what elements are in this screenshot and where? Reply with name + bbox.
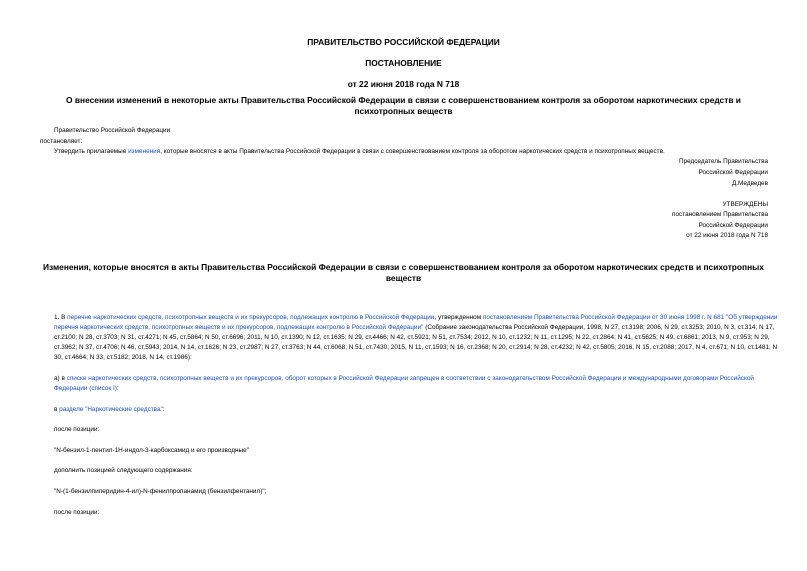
narcotics-list-link[interactable]: перечне наркотических средств, психотропных веществ и их прекурсоров, подлежащих контролю в Российской Федерации (67, 314, 435, 321)
approved-country: Российской Федерации (698, 222, 768, 229)
approve-text-pre: Утвердить прилагаемые (54, 148, 129, 155)
government-heading: ПРАВИТЕЛЬСТВО РОССИЙСКОЙ ФЕДЕРАЦИИ (307, 37, 500, 47)
item-1-mid: , утвержденном (434, 314, 483, 321)
document-title: О внесении изменений в некоторые акты Правительства Российской Федерации в связи с совершенствованием контроля за оборотом наркотических средств и психотропных веществ (66, 95, 741, 116)
item-a-pre: а) в (54, 375, 67, 382)
preamble-government: Правительство Российской Федерации (54, 127, 171, 134)
after-position-1: после позиции: (54, 426, 100, 433)
signature-country: Российской Федерации (698, 169, 768, 176)
approved-date: от 22 июня 2018 года N 718 (686, 232, 768, 239)
approved-by: постановлением Правительства (672, 211, 768, 218)
quoted-position-2: "N-(1-бензилпиперидин-4-ил)-N-фенилпропанамид (бензилфентанил)"; (54, 488, 267, 495)
supplement-line: дополнить позицией следующего содержания: (54, 467, 193, 474)
section-paragraph (40, 405, 780, 415)
item-1-citations: (Собрание законодательства Российской Федерации, 1998, N 27, ст.3198; 2006, N 29, ст.3253; 2010, N 3, ст.314; N 17, ст.2100; N 28, ст.3703; N 31, ст.4271; N 45, ст.5864; N 50, ст.6696; 2011, N 10, ст.1390; N 12, ст.1635; N 29, ст.4466; N 42, ст.5921; N 51, ст.7534; 2012, N 10, ст.1232; N 11, ст.1295; N 22, ст.2864; N 41, ст.5625; N 49, ст.6861; 2013, N 9, ст.953; N 29, ст.3962; N 37, ст.4706; N 46, ст.5943; 2014, N 14, ст.1626; N 23, ст.2987; N 27, ст.3763; N 44, ст.6068; N 51, ст.7430; 2015, N 11, ст.1593; N 16, ст.2368; N 20, ст.2914; N 28, ст.4232; N 42, ст.5805; 2016, N 15, ст.2088; 2017, N 4, ст.671; N 10, ст.1481; N 30, ст.4664; N 33, ст.5182; 2018, N 14, ст.1986): (54, 324, 778, 361)
narcotics-section-link[interactable]: разделе "Наркотические средства" (59, 406, 163, 413)
decree-681-link[interactable]: постановлением Правительства Российской Федерации от 30 июня 1998 г. N 681 "Об утверждении перечня наркотических средств, психотропных веществ и их прекурсоров, подлежащих контролю в Российской Федерации" (54, 314, 778, 331)
section-pre: в (54, 406, 60, 413)
list-i-link[interactable]: списке наркотических средств, психотропных веществ и их прекурсоров, оборот которых в Российской Федерации запрещен в соответствии с законодательством Российской Федерации и международными договорами Российской Федерации (список I) (54, 375, 754, 392)
changes-link[interactable]: изменения (128, 148, 161, 155)
signature-position: Председатель Правительства (679, 158, 768, 165)
item-a-post: : (116, 385, 119, 392)
changes-title: Изменения, которые вносятся в акты Правительства Российской Федерации в связи с совершенствованием контроля за оборотом наркотических средств и психотропных веществ (43, 262, 764, 283)
item-1-number: 1. В (54, 314, 68, 321)
quoted-position-1: "N-бензил-1-пентил-1Н-индол-3-карбоксамид и его производные" (54, 447, 249, 454)
approved-label: УТВЕРЖДЕНЫ (722, 201, 768, 208)
approve-text-post: , которые вносятся в акты Правительства Российской Федерации в связи с совершенствованием контроля за оборотом наркотических средств и психотропных веществ. (160, 148, 665, 155)
item-a-paragraph (40, 374, 780, 394)
document-type: ПОСТАНОВЛЕНИЕ (365, 58, 442, 68)
signature-name: Д.Медведев (731, 180, 768, 187)
document-date-number: от 22 июня 2018 года N 718 (347, 79, 460, 89)
after-position-2: после позиции: (54, 509, 100, 516)
approve-paragraph (40, 147, 780, 157)
item-1-paragraph (40, 313, 780, 363)
section-post: : (162, 406, 165, 413)
preamble-decrees: постановляет: (40, 138, 83, 145)
